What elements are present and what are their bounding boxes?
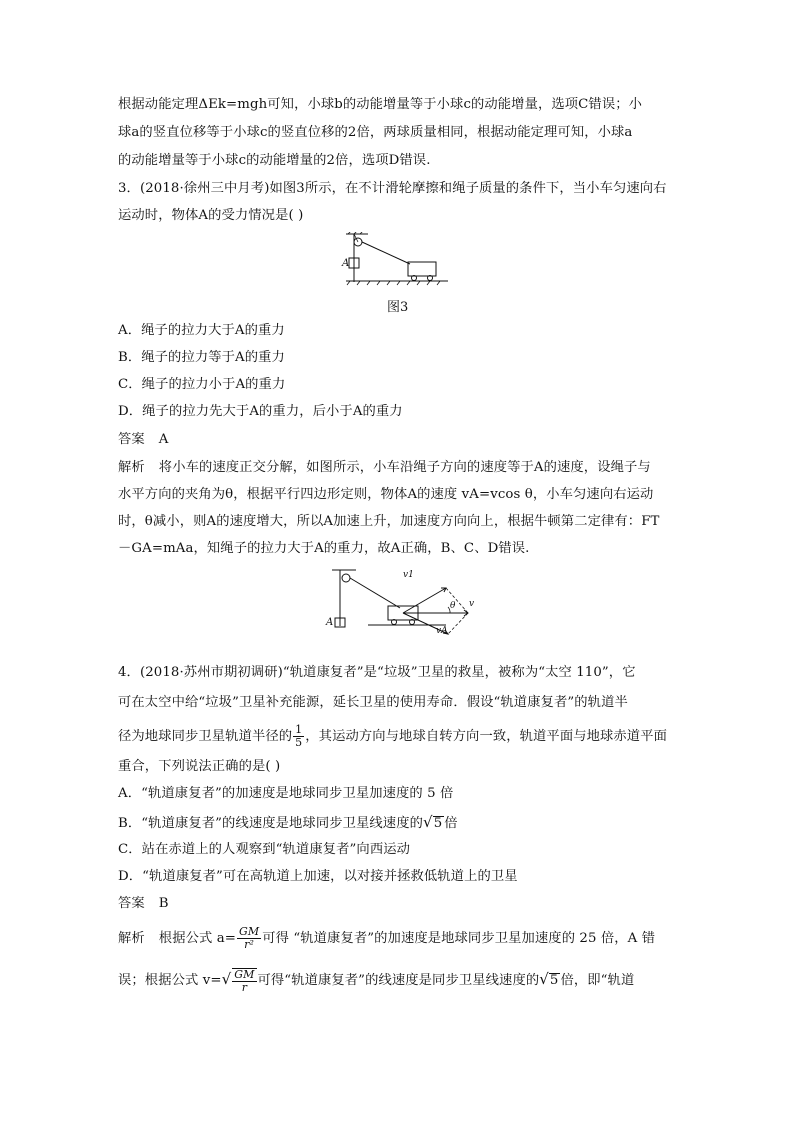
q4-option-b-post: 倍 bbox=[444, 816, 458, 831]
q4-option-b-pre: B．“轨道康复者”的线速度是地球同步卫星线速度的 bbox=[118, 816, 424, 831]
q4-an2-den: r bbox=[241, 980, 248, 994]
fig-label-v: v bbox=[469, 599, 475, 609]
q4-stem-line3a: 径为地球同步卫星轨道半径的 bbox=[118, 729, 293, 744]
q3-option-b: B．绳子的拉力等于A的重力 bbox=[118, 350, 285, 365]
q3-analysis-line4: －GA=mAa，知绳子的拉力大于A的重力，故A正确，B、C、D错误. bbox=[118, 541, 530, 556]
q4-an2-frac bbox=[232, 968, 256, 994]
q4-an1-post: 可得 “轨道康复者”的加速度是地球同步卫星加速度的 25 倍，A 错 bbox=[262, 931, 656, 946]
q3-analysis-line1 bbox=[118, 458, 678, 478]
q3-option-d: D．绳子的拉力先大于A的重力，后小于A的重力 bbox=[118, 404, 403, 419]
q3-option-a: A．绳子的拉力大于A的重力 bbox=[118, 323, 285, 338]
q3-stem-line1: 3．(2018·徐州三中月考)如图3所示，在不计滑轮摩擦和绳子质量的条件下，当小车匀速向右 bbox=[118, 181, 667, 196]
q4-option-d: D．“轨道康复者”可在高轨道上加速，以对接并拯救低轨道上的卫星 bbox=[118, 869, 518, 884]
q4-stem-line3b: ，其运动方向与地球自转方向一致，轨道平面与地球赤道平面 bbox=[305, 729, 667, 744]
q4-an2-num: GM bbox=[234, 967, 255, 981]
q4-fraction-den: 5 bbox=[295, 736, 303, 749]
q4-stem-line4: 重合，下列说法正确的是( ) bbox=[118, 759, 281, 774]
q4-answer-value: B bbox=[158, 896, 169, 911]
q4-option-b-root: 5 bbox=[433, 816, 443, 831]
q3-analysis-line2: 水平方向的夹角为θ，根据平行四边形定则，物体A的速度 vA=vcos θ，小车匀速向右运动 bbox=[118, 487, 654, 502]
q4-answer bbox=[118, 894, 678, 914]
q2-text-line1: 根据动能定理ΔEk=mgh可知，小球b的动能增量等于小球c的动能增量，选项C错误；小 bbox=[118, 97, 643, 112]
q4-stem-line2: 可在太空中给“垃圾”卫星补充能源，延长卫星的使用寿命．假设“轨道康复者”的轨道半 bbox=[118, 695, 628, 710]
q4-option-a: A．“轨道康复者”的加速度是地球同步卫星加速度的 5 倍 bbox=[118, 786, 454, 801]
q4-stem-line3 bbox=[118, 724, 678, 749]
fig-label-va: vA bbox=[436, 626, 448, 636]
q4-option-c: C．站在赤道上的人观察到“轨道康复者”向西运动 bbox=[118, 842, 411, 857]
figure-3-pulley-cart bbox=[340, 232, 450, 288]
q4-analysis-label: 解析 bbox=[118, 931, 145, 946]
figure-3-label-a: A bbox=[342, 258, 350, 269]
sqrt-symbol-icon-3: √ bbox=[539, 970, 549, 988]
q4-fraction bbox=[293, 724, 304, 749]
q4-analysis-line2 bbox=[118, 966, 678, 994]
figure-3-caption: 图3 bbox=[387, 300, 409, 315]
q2-text-line3: 的动能增量等于小球c的动能增量的2倍，选项D错误. bbox=[118, 153, 431, 168]
q3-option-c: C．绳子的拉力小于A的重力 bbox=[118, 377, 286, 392]
q3-analysis-label: 解析 bbox=[118, 460, 145, 475]
q4-stem-line1: 4．(2018·苏州市期初调研)“轨道康复者”是“垃圾”卫星的救星，被称为“太空 110”，它 bbox=[118, 665, 636, 680]
q4-answer-label: 答案 bbox=[118, 896, 145, 911]
q3-answer-value: A bbox=[158, 432, 169, 447]
q4-an2-pre: 误；根据公式 v= bbox=[118, 973, 222, 988]
fig-label-a: A bbox=[326, 617, 334, 628]
q4-an1-pre: 根据公式 a= bbox=[158, 931, 236, 946]
q4-analysis-line1 bbox=[118, 926, 678, 952]
q3-answer bbox=[118, 430, 678, 450]
q4-fraction-num: 1 bbox=[295, 723, 303, 736]
q3-stem-line2: 运动时，物体A的受力情况是( ) bbox=[118, 208, 304, 223]
sqrt-symbol-icon: √ bbox=[423, 813, 433, 831]
q4-option-b bbox=[118, 812, 678, 834]
q3-analysis-text1: 将小车的速度正交分解，如图所示，小车沿绳子方向的速度等于A的速度，设绳子与 bbox=[158, 460, 651, 475]
sqrt-symbol-icon-2: √ bbox=[221, 970, 232, 988]
q4-an2-mid: 可得“轨道康复者”的线速度是同步卫星线速度的 bbox=[257, 973, 540, 988]
q4-an2-root: 5 bbox=[549, 973, 559, 988]
q4-an1-frac bbox=[237, 926, 261, 951]
q3-analysis-line3: 时，θ减小，则A的速度增大，所以A加速上升，加速度方向向上，根据牛顿第二定律有：FT bbox=[118, 514, 660, 529]
q4-an2-post: 倍，即“轨道 bbox=[560, 973, 635, 988]
q4-an1-den: r² bbox=[244, 938, 255, 951]
fig-label-theta: θ bbox=[450, 601, 456, 611]
fig-label-v1: v1 bbox=[403, 570, 414, 580]
q2-text-line2: 球a的竖直位移等于小球c的竖直位移的2倍，两球质量相同，根据动能定理可知，小球a bbox=[118, 125, 633, 140]
q4-an1-num: GM bbox=[238, 925, 260, 938]
q3-answer-label: 答案 bbox=[118, 432, 145, 447]
